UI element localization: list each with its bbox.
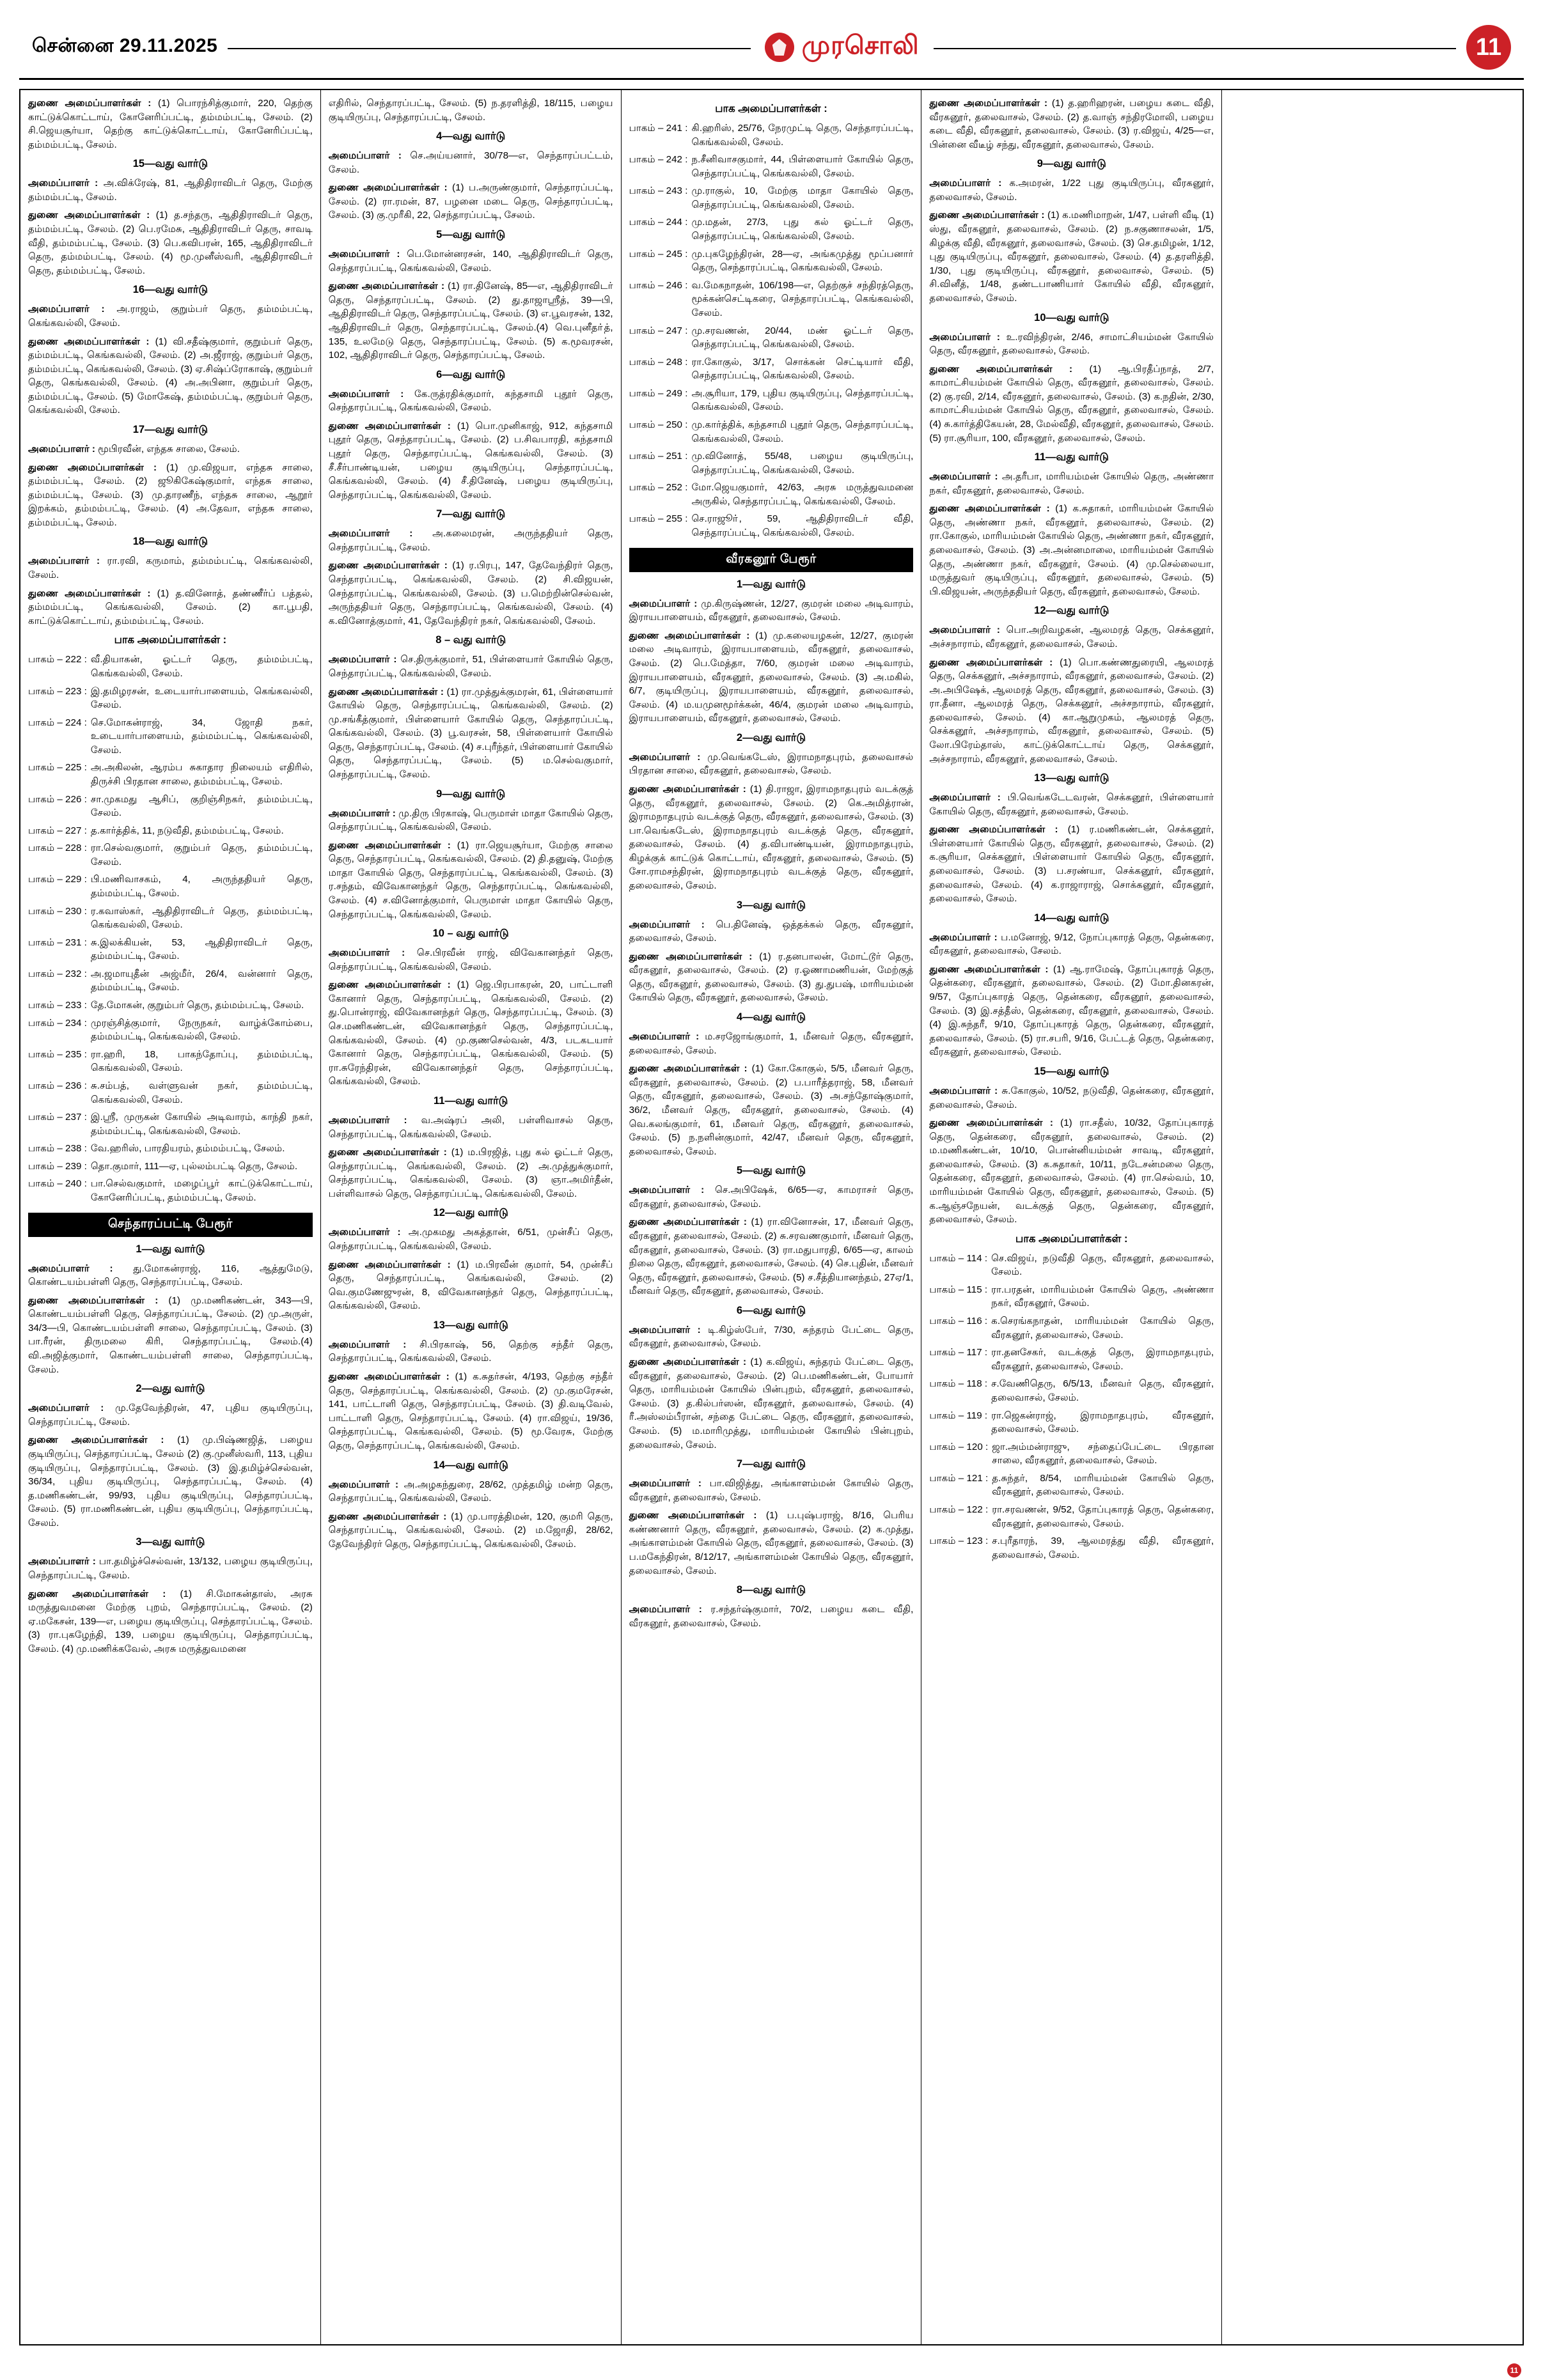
paragraph: துணை அமைப்பாளர்கள் : (1) த.சந்தரு, ஆதிதிராவிடர் தெரு, தம்மம்பட்டி, சேலம். (2) பெ.ரமேசு, ஆதிதிராவிடர் தெரு, சாவடி வீதி, தம்மம்பட்டி, சேலம். (3) பெ.கவிபரன், 165, ஆதிதிராவிடர் தெரு, தம்மம்பட்டி, சேலம். (4) மூ.முனீஸ்வரி, ஆதிதிராவிடர் தெரு, தம்மம்பட்டி, சேலம்.	[28, 210, 313, 276]
part-number: பாகம் – 222 :	[28, 654, 87, 665]
ward-heading: 7—வது வார்டு	[736, 1458, 806, 1470]
ward-heading: 2—வது வார்டு	[136, 1383, 205, 1395]
part-number: பாகம் – 121 :	[929, 1472, 989, 1484]
paragraph: துணை அமைப்பாளர்கள் : (1) க.மணிமாறன், 1/47, பள்ளி வீடி (1) ஸ்து, வீரகனூர், தலைவாசல், சேலம். (2) ந.சகுணாசலன், 1/5, கிழக்கு வீதி, வீரகனூர், தலைவாசல், சேலம். (3) செ.தமிழன், 1/12, புது குடியிருப்பு, வீரகனூர், தலைவாசல், சேலம். (4) த.தரளித்தி, 1/30, புது குடியிருப்பு, வீரகனூர், தலைவாசல், சேலம். (5) சி.வினீத், 1/48, தண்டபாணியார் கோயில் வீதி, வீரகனூர், தலைவாசல், சேலம்.	[929, 210, 1214, 304]
paragraph: அமைப்பாளர் : து.மோகன்ராஜ், 116, ஆத்துமேடு, கொண்டயம்பள்ளி தெரு, செந்தாரப்பட்டி, சேலம்.	[28, 1263, 313, 1288]
paragraph: துணை அமைப்பாளர்கள் : (1) கோ.கோகுல், 5/5, மீனவர் தெரு, வீரகனூர், தலைவாசல், சேலம். (2) ப.பாரீத்தராஜ், 58, மீனவர் தெரு, வீரகனூர், தலைவாசல், சேலம். (3) அ.சந்தோஷ்குமார், 36/2, மீனவர் தெரு, வீரகனூர், தலைவாசல், சேலம். (4) வெ.கலங்குமார், 61, மீனவர் தெரு, வீரகனூர், தலைவாசல், சேலம். (5) ந.நளின்குமார், 42/47, மீனவர் தெரு, வீரகனூர், தலைவாசல், சேலம்.	[629, 1063, 914, 1157]
part-name: ரா.சரவணன், 9/52, தோப்புகாரத் தெரு, தென்கரை, வீரகனூர், தலைவாசல், சேலம்.	[992, 1504, 1214, 1529]
part-number: பாகம் – 241 :	[629, 123, 688, 134]
part-number: பாகம் – 251 :	[629, 451, 688, 462]
part-entry	[28, 873, 313, 900]
ward-heading: 11—வது வார்டு	[1034, 451, 1109, 463]
part-entry	[629, 449, 914, 477]
part-number: பாகம் – 225 :	[28, 762, 87, 774]
masthead-logo	[751, 31, 934, 63]
part-entry	[929, 1252, 1214, 1279]
paragraph: துணை அமைப்பாளர்கள் : (1) ப.அருண்குமார், செந்தாரப்பட்டி, சேலம். (2) ரா.ரமன், 87, பழனை மடை தெரு, செந்தாரப்பட்டி, சேலம். (3) கு.முரீகி, 22, செந்தாரப்பட்டி, சேலம்.	[328, 182, 613, 221]
part-number: பாகம் – 239 :	[28, 1160, 87, 1172]
paragraph: அமைப்பாளர் : உ.ரவிந்திரன், 2/46, சாமாட்சியம்மன் கோயில் தெரு, வீரகனூர், தலைவாசல், சேலம்.	[929, 331, 1214, 357]
part-entry	[629, 355, 914, 383]
part-entry	[929, 1377, 1214, 1404]
ward-heading: 9—வது வார்டு	[1037, 158, 1106, 170]
paragraph: அமைப்பாளர் : சு.கோகுல், 10/52, நடுவீதி, தென்கரை, வீரகனூர், தலைவாசல், சேலம்.	[929, 1085, 1214, 1110]
part-number: பாகம் – 227 :	[28, 825, 87, 836]
part-name: ர.கவாஸ்கர், ஆதிதிராவிடர் தெரு, தம்மம்பட்டி, கெங்கவல்லி, சேலம்.	[90, 905, 313, 931]
part-name: செ.ராஜூா், 59, ஆதிதிராவிடர் வீதி, செந்தாரப்பட்டி, கெங்கவல்லி, சேலம்.	[691, 513, 914, 539]
town-banner: வீரகனூர் பேரூர்	[629, 548, 914, 572]
paragraph: துணை அமைப்பாளர்கள் : (1) தி.ராஜா, இராமநாதபுரம் வடக்குத் தெரு, வீரகனூர், தலைவாசல், சேலம். (2) கெ.அமித்ரான், இராமநாதபுரம் வடக்குத் தெரு, வீரகனூர், தலைவாசல், சேலம். (3) பா.வெங்கடேஸ், இராமநாதபுரம் வடக்குத் தெரு, வீரகனூர், தலைவாசல், சேலம். (4) த.விபாண்டியன், இராமநாதபுரம், கிழக்குக் காட்டுக் கொட்டாய், வீரகனூர், தலைவாசல், சேலம். (5) சோ.ராமசந்திரன், இராமநாதபுரம் வடக்குத் தெரு, வீரகனூர், தலைவாசல், சேலம்.	[629, 783, 914, 892]
paragraph: துணை அமைப்பாளர்கள் : (1) ர.மணிகண்டன், செக்கனூர், பிள்ளையார் கோயில் தெரு, வீரகனூர், தலைவாசல், சேலம். (2) க.சூரியா, செக்கனூர், பிள்ளையார் கோயில் தெரு, வீரகனூர், தலைவாசல், சேலம். (3) ப.சரண்யா, செக்கனூர், வீரகனூர், தலைவாசல், சேலம். (4) க.ராஜாராஜ், சொக்கனூர், வீரகனூர், தலைவாசல், சேலம்.	[929, 824, 1214, 905]
part-entry	[929, 1283, 1214, 1311]
ward-heading: 12—வது வார்டு	[1034, 605, 1109, 617]
part-name: மு.மதன், 27/3, புது கல் ஓட்டர் தெரு, செந்தாரப்பட்டி, கெங்கவல்லி, சேலம்.	[691, 217, 914, 242]
part-number: பாகம் – 232 :	[28, 968, 87, 979]
part-name: இ.தமிழரசன், உடையார்பாளையம், கெங்கவல்லி, சேலம்.	[90, 685, 313, 711]
part-number: பாகம் – 118 :	[929, 1378, 988, 1390]
paragraph: அமைப்பாளர் : அ.முகமது அகத்தான், 6/51, முன்சீப் தெரு, செந்தாரப்பட்டி, கெங்கவல்லி, சேலம்.	[328, 1227, 613, 1252]
part-number: பாகம் – 117 :	[929, 1347, 988, 1358]
part-entry	[629, 324, 914, 352]
ward-heading: 18—வது வார்டு	[132, 536, 208, 548]
article-columns	[19, 89, 1524, 2345]
paragraph: துணை அமைப்பாளர்கள் : (1) மு.பிஷ்ணஜித், பழைய குடியிருப்பு, செந்தாரப்பட்டி, சேலம் (2) கு.முனீஸ்வரி, 113, புதிய குடியிருப்பு, செந்தாரப்பட்டி, சேலம். (3) இ.தமிழ்ச்செல்வன், 36/34, புதிய குடியிருப்பு, செந்தாரப்பட்டி, சேலம். (4) த.மணிகண்டன், 99/93, புதிய குடியிருப்பு, செந்தாரப்பட்டி, சேலம். (5) ரா.மணிகண்டன், புதிய குடியிருப்பு, செந்தாரப்பட்டி, சேலம்.	[28, 1435, 313, 1528]
paragraph: அமைப்பாளர் : செ.அய்யனார், 30/78—எ, செந்தாரப்பட்டம், சேலம்.	[328, 150, 613, 175]
ward-heading: 12—வது வார்டு	[433, 1207, 508, 1219]
part-name: ஜா.அம்மன்ராஜு, சந்தைப்பேட்டை பிரதான சாலை, வீரகனூர், தலைவாசல், சேலம்.	[992, 1441, 1214, 1466]
part-entry	[28, 1110, 313, 1138]
part-name: வ.மேகநாதன், 106/198—எ, தெற்குச் சந்திரத்தெரு, மூக்கன்செட்டிகரை, செந்தாரப்பட்டி, கெங்கவல்லி, சேலம்.	[691, 279, 914, 318]
ward-heading: 1—வது வார்டு	[136, 1243, 205, 1255]
part-name: முரஞ்சித்குமார், நேருநகர், வாழ்க்கோம்பை, தம்மம்பட்டி, கெங்கவல்லி, சேலம்.	[90, 1017, 313, 1043]
paragraph: அமைப்பாளர் : அ.ராஜம், குறும்பர் தெரு, தம்மம்பட்டி, கெங்கவல்லி, சேலம்.	[28, 304, 313, 329]
paragraph: அமைப்பாளர் : ப.மனோஜ், 9/12, நோப்புகாரத் தெரு, தென்கரை, வீரகனூர், தலைவாசல், சேலம்.	[929, 931, 1214, 957]
paragraph: அமைப்பாளர் : மு.திரு பிரகாஷ், பெருமாள் மாதா கோயில் தெரு, செந்தாரப்பட்டி, கெங்கவல்லி, சேலம்.	[328, 807, 613, 833]
ward-heading: 11—வது வார்டு	[434, 1094, 508, 1107]
part-number: பாகம் – 224 :	[28, 717, 87, 728]
part-number: பாகம் – 242 :	[629, 154, 688, 166]
paragraph: அமைப்பாளர் : அ.கலைமரன், அருந்ததியர் தெரு, செந்தாரப்பட்டி, சேலம்.	[328, 528, 613, 553]
part-name: ரா.ஹரி, 18, பாகந்தோப்பு, தம்மம்பட்டி, கெங்கவல்லி, சேலம்.	[90, 1048, 313, 1074]
part-number: பாகம் – 228 :	[28, 843, 87, 854]
paragraph: துணை அமைப்பாளர்கள் : (1) ரா.முத்துக்குமரன், 61, பிள்ளையார் கோயில் தெரு, செந்தாரப்பட்டி, கெங்கவல்லி, சேலம். (2) மு.சங்கீத்குமார், பிள்ளையார் கோயில் தெரு, செந்தாரப்பட்டி, கெங்கவல்லி, சேலம். (3) பூ.வரசன், 58, பிள்ளையார் கோயில் தெரு, செந்தாரப்பட்டி, சேலம். (4) ச.புரீந்தர், பிள்ளையார் கோயில் தெரு, செந்தாரப்பட்டி, சேலம். (5) ம.செல்வகுமார், செந்தாரப்பட்டி, சேலம்.	[328, 686, 613, 780]
part-number: பாகம் – 226 :	[28, 793, 87, 805]
paragraph: எதிரில், செந்தாரப்பட்டி, சேலம். (5) ந.தரளித்தி, 18/115, பழைய குடியிருப்பு, செந்தாரப்பட்டி, சேலம்.	[328, 98, 613, 123]
part-name: ந.சீனிவாசகுமார், 44, பிள்ளையார் கோயில் தெரு, செந்தாரப்பட்டி, கெங்கவல்லி, சேலம்.	[691, 154, 914, 179]
part-entry	[28, 841, 313, 869]
part-number: பாகம் – 255 :	[629, 513, 688, 525]
footer-page-mark: 11	[1507, 2363, 1521, 2377]
paragraph: துணை அமைப்பாளர்கள் : (1) ரா.வினோசன், 17, மீனவர் தெரு, வீரகனூர், தலைவாசல், சேலம். (2) சு.சரவணகுமார், மீனவர் தெரு, வீரகனூர், தலைவாசல், சேலம். (3) ரா.மதுபாரதி, 6/65—ஏ, காலம் நிலை தெரு, வீரகனூர், தலைவாசல், சேலம். (4) செ.புதின், மீனவர் தெரு, வீரகனூர், தலைவாசல், சேலம். (5) ச.சீத்தியானந்தம், 27ஏ/1, மீனவர் தெரு, வீரகனூர், தலைவாசல், சேலம்.	[629, 1217, 914, 1297]
paragraph: துணை அமைப்பாளர்கள் : (1) சி.மோகன்தாஸ், அரசு மருத்துவமனை மேற்கு புறம், செந்தாரப்பட்டி, சேலம். (2) ஏ.மகேசன், 139—எ, பழைய குடியிருப்பு, செந்தாரப்பட்டி, சேலம். (3) ரா.புகழேந்தி, 139, பழைய குடியிருப்பு, செந்தாரப்பட்டி, சேலம். (4) மு.மணிக்கவேல், அரசு மருத்துவமனை	[28, 1588, 313, 1654]
paragraph: அமைப்பாளர் : மு.வெங்கடேஸ், இராமநாதபுரம், தலைவாசல் பிரதான சாலை, வீரகனூர், தலைவாசல், சேலம்.	[629, 751, 914, 777]
column-1	[20, 90, 321, 2344]
part-number: பாகம் – 243 :	[629, 185, 688, 197]
ward-heading: 7—வது வார்டு	[436, 508, 506, 520]
part-number: பாகம் – 235 :	[28, 1048, 87, 1060]
ward-heading: 6—வது வார்டு	[736, 1304, 806, 1316]
part-name: வே.ஹரிஸ், பாரதியரம், தம்மம்பட்டி, சேலம்.	[90, 1143, 285, 1155]
part-name: த.சுந்தர், 8/54, மாரியம்மன் கோயில் தெரு, வீரகனூர், தலைவாசல், சேலம்.	[992, 1472, 1214, 1498]
masthead-logo-text: முரசொலி	[801, 31, 920, 59]
ward-heading: 3—வது வார்டு	[736, 899, 806, 911]
part-name: தே.மோகன், குறும்பர் தெரு, தம்மம்பட்டி, சேலம்.	[90, 1000, 304, 1011]
page-number-badge: 11	[1466, 25, 1511, 70]
paragraph: அமைப்பாளர் : டி.கிழ்ஸ்பேர், 7/30, சுந்தரம் பேட்டை தெரு, வீரகனூர், தலைவாசல், சேலம்.	[629, 1324, 914, 1349]
paragraph: அமைப்பாளர் : மு.தேவேந்திரன், 47, புதிய குடியிருப்பு, செந்தாரப்பட்டி, சேலம்.	[28, 1403, 313, 1427]
part-entry	[28, 685, 313, 712]
part-name: ரா.தனசேகர், வடக்குத் தெரு, இராமநாதபுரம், வீரகனூர், தலைவாசல், சேலம்.	[991, 1347, 1214, 1372]
paragraph: துணை அமைப்பாளர்கள் : (1) த.வினோத், தண்ணீர்ப் பத்தல், தம்மம்பட்டி, கெங்கவல்லி, சேலம். (2) கா.பூபதி, காட்டுக்கொட்டாய், தம்மம்பட்டி, சேலம்.	[28, 587, 313, 626]
part-name: சு.சம்பத், வள்ளுவன் நகர், தம்மம்பட்டி, கெங்கவல்லி, சேலம்.	[90, 1080, 313, 1105]
part-name: மு.ராகுல், 10, மேற்கு மாதா கோயில் தெரு, செந்தாரப்பட்டி, கெங்கவல்லி, சேலம்.	[691, 185, 914, 210]
paragraph: அமைப்பாளர் : கே.ருத்ரதிக்குமார், கந்தசாமி புதூர் தெரு, செந்தாரப்பட்டி, கெங்கவல்லி, சேலம்.	[328, 388, 613, 414]
part-entry	[629, 121, 914, 149]
paragraph: அமைப்பாளர் : ர.சந்தர்ஷ்குமார், 70/2, பழைய கடை வீதி, வீரகனூர், தலைவாசல், சேலம்.	[629, 1604, 914, 1629]
part-name: கி.ஹரிஸ், 25/76, நேரமுட்டி தெரு, செந்தாரப்பட்டி, கெங்கவல்லி, சேலம்.	[691, 123, 914, 148]
ward-heading: 4—வது வார்டு	[736, 1011, 806, 1023]
paragraph: துணை அமைப்பாளர்கள் : (1) ரா.தினேஷ், 85—எ, ஆதிதிராவிடர் தெரு, செந்தாரப்பட்டி, சேலம். (2) து.தாஜாஸ்ரீத், 39—பி, ஆதிதிராவிடர் தெரு, செந்தாரப்பட்டி, சேலம். (3) எ.பூவரசன், 132, ஆதிதிராவிடர் தெரு, செந்தாரப்பட்டி, சேலம்.(4) வெ.புனீதா்த், 135, உலமேடு தெரு, செந்தாரப்பட்டி, சேலம். (5) க.மூவரசன், 102, ஆதிதிராவிடர் தெரு, செந்தாரப்பட்டி, சேலம்.	[328, 281, 613, 361]
paragraph: துணை அமைப்பாளர்கள் : (1) த.ஹரிஹரன், பழைய கடை வீதி, வீரகனூர், தலைவாசல், சேலம். (2) த.வாஞ் சந்திரமோலி, பழைய கடை வீதி, வீரகனூர், தலைவாசல், சேலம். (3) ர.விஜய், 4/25—எ, பின்னை வீடீழ் சந்து, வீரகனூர், தலைவாசல், சேலம்.	[929, 98, 1214, 150]
ward-heading: 15—வது வார்டு	[1034, 1065, 1109, 1077]
paragraph: அமைப்பாளர் : அ.விக்ரேஷ், 81, ஆதிதிராவிடர் தெரு, மேற்கு தம்மம்பட்டி, சேலம்.	[28, 178, 313, 203]
part-entry	[28, 1177, 313, 1204]
part-name: செ.மோகன்ராஜ், 34, ஜோதி நகர், உடையார்பாளையம், தம்மம்பட்டி, கெங்கவல்லி, சேலம்.	[90, 717, 313, 756]
part-entry	[929, 1472, 1214, 1499]
paragraph: அமைப்பாளர் : க.அமரன், 1/22 புது குடியிருப்பு, வீரகனூர், தலைவாசல், சேலம்.	[929, 178, 1214, 203]
part-entry	[28, 936, 313, 963]
paragraph: துணை அமைப்பாளர்கள் : (1) வி.சதீஷ்குமார், குறும்பர் தெரு, தம்மம்பட்டி, கெங்கவல்லி, சேலம். (2) அ.ஜீராஜ், குறும்பர் தெரு, தம்மம்பட்டி, கெங்கவல்லி, சேலம். (3) ஏ.சிஷ்ப்ரோகாஷ், குறும்பர் தெரு, கெங்கவல்லி, சேலம். (4) அ.அபினா, குறும்பர் தெரு, தம்மம்பட்டி, சேலம். (5) மோகேஷ், தம்மம்பட்டி, குறும்பர் தெரு, கெங்கவல்லி, சேலம்.	[28, 336, 313, 416]
part-entry	[629, 418, 914, 446]
ward-heading: 8—வது வார்டு	[736, 1584, 806, 1596]
part-entry	[929, 1314, 1214, 1342]
part-number: பாகம் – 240 :	[28, 1178, 87, 1190]
part-number: பாகம் – 249 :	[629, 387, 688, 399]
paragraph: துணை அமைப்பாளர்கள் : (1) பொரந்சித்குமார், 220, தெற்கு காட்டுக்கொட்டாய், கோனேரிப்பட்டி, தம்மம்பட்டி, சேலம். (2) சி.ஜெயசூர்யா, தெற்கு காட்டுக்கொட்டாய், கோனேரிப்பட்டி, தம்மம்பட்டி, சேலம்.	[28, 98, 313, 150]
part-name: மு.புகழேந்திரன், 28—ஏ, அங்கமுத்து மூப்பனார் தெரு, செந்தாரப்பட்டி, கெங்கவல்லி, சேலம்.	[691, 248, 914, 274]
ward-heading: 5—வது வார்டு	[736, 1165, 806, 1177]
part-name: சு.இலக்கியன், 53, ஆதிதிராவிடர் தெரு, தம்மம்பட்டி, சேலம்.	[90, 937, 313, 962]
column-3	[622, 90, 922, 2344]
part-entry	[629, 215, 914, 243]
paragraph: துணை அமைப்பாளர்கள் : (1) ர.பிரபு, 147, தேவேந்திரர் தெரு, செந்தாரப்பட்டி, கெங்கவல்லி, சேலம். (2) சி.விஜயன், செந்தாரப்பட்டி, கெங்கவல்லி, சேலம். (3) ப.மெற்றின்செல்வன், அருந்ததியர் தெரு, செந்தாரப்பட்டி, கெங்கவல்லி, சேலம். (4) க.வினோத்குமார், 41, தேவேந்திரர் நகர், கெங்கவல்லி, சேலம்.	[328, 560, 613, 626]
part-number: பாகம் – 250 :	[629, 419, 688, 430]
paragraph: துணை அமைப்பாளர்கள் : (1) மு.விஜயா, எந்தசு சாலை, தம்மம்பட்டி, சேலம். (2) ஜூகிகேஷ்குமார், எந்தசு சாலை, தம்மம்பட்டி, சேலம். (3) மு.தாரணீந், எந்தசு சாலை, ஆறூர் இறக்கம், தம்மம்பட்டி, சேலம். (4) அ.தேவா, எந்தசு சாலை, தம்மம்பட்டி, சேலம்.	[28, 462, 313, 528]
part-name: பி.மணிவாசகம், 4, அருந்ததியர் தெரு, தம்மம்பட்டி, சேலம்.	[90, 874, 313, 899]
city-date: சென்னை 29.11.2025	[32, 35, 218, 56]
paragraph: துணை அமைப்பாளர்கள் : (1) ரா.ஜெயசூர்யா, மேற்கு சாலை தெரு, செந்தாரப்பட்டி, கெங்கவல்லி, சேலம். (2) தி.தனுஷ், மேற்கு மாதா கோயில் தெரு, செந்தாரப்பட்டி, கெங்கவல்லி, சேலம். (3) ர.சந்தம், விவேகானந்தர் தெரு, செந்தாரப்பட்டி, கெங்கவல்லி, சேலம். (4) ச.வினோத்குமார், பெருமாள் மாதா கோயில் தெரு, செந்தாரப்பட்டி, கெங்கவல்லி, சேலம்.	[328, 839, 613, 920]
paragraph: துணை அமைப்பாளர்கள் : (1) க.சுதர்சன், 4/193, தெற்கு சந்தீர் தெரு, செந்தாரப்பட்டி, கெங்கவல்லி, சேலம். (2) மு.குமரேசன், 141, பாட்டாளி தெரு, செந்தாரப்பட்டி, சேலம். (3) தி.வடிவேல், பாட்டாளி தெரு, செந்தாரப்பட்டி, சேலம். (4) ரா.விஜய், 19/36, செந்தாரப்பட்டி, கெங்கவல்லி, சேலம். (5) மூ.வேரசு, மேற்கு தெரு, செந்தாரப்பட்டி, கெங்கவல்லி, சேலம்.	[328, 1371, 613, 1451]
paragraph: துணை அமைப்பாளர்கள் : (1) மு.பாரத்திமன், 120, குமரி தெரு, செந்தாரப்பட்டி, கெங்கவல்லி, சேலம். (2) ம.ஜோதி, 28/62, தேவேந்திரர் தெரு, செந்தாரப்பட்டி, கெங்கவல்லி, சேலம்.	[328, 1511, 613, 1550]
paragraph: அமைப்பாளர் : அ.அழகந்துரை, 28/62, முத்தமிழ் மன்ற தெரு, செந்தாரப்பட்டி, கெங்கவல்லி, சேலம்.	[328, 1479, 613, 1504]
ward-heading: 14—வது வார்டு	[433, 1459, 508, 1471]
paragraph: அமைப்பாளர் : செ.பிரவீன் ராஜ், விவேகானந்தர் தெரு, செந்தாரப்பட்டி, கெங்கவல்லி, சேலம்.	[328, 947, 613, 972]
paragraph: துணை அமைப்பாளர்கள் : (1) ஆ.ராமேஷ், தோப்புகாரத் தெரு, தென்கரை, வீரகனூர், தலைவாசல், சேலம். (2) மோ.தினகரன், 9/57, தோப்புகாரத் தெரு, தென்கரை, வீரகனூர், தலைவாசல், சேலம். (3) இ.சத்தீஸ், தென்கரை, வீரகனூர், தலைவாசல், சேலம். (4) இ.சுந்தரீ, 9/10, தோப்புகாரத் தெரு, தென்கரை, வீரகனூர், தலைவாசல், சேலம். (5) ரா.சபரி, 9/16, பேட்டத் தெரு, தென்கரை, வீரகனூர், தலைவாசல், சேலம்.	[929, 963, 1214, 1058]
masthead-rule-right	[934, 48, 1456, 49]
ward-heading: 17—வது வார்டு	[132, 423, 208, 435]
paragraph: அமைப்பாளர் : ரா.ரவி, கருமாம், தம்மம்பட்டி, கெங்கவல்லி, சேலம்.	[28, 556, 313, 581]
part-name: ரா.கோகுல், 3/17, சொக்கன் செட்டியார் வீதி, செந்தாரப்பட்டி, கெங்கவல்லி, சேலம்.	[691, 356, 914, 382]
town-banner: செந்தாரப்பட்டி பேரூர்	[28, 1213, 313, 1237]
paragraph: துணை அமைப்பாளர்கள் : (1) க.சுதாகர், மாரியம்மன் கோயில் தெரு, அண்ணா நகர், வீரகனூர், தலைவாசல், சேலம். (2) ரா.கோகுல், மாரியம்மன் கோயில் தெரு, அண்ணா நகர், வீரகனூர், தலைவாசல், சேலம். (3) அ.அன்னமாலை, மாரியம்மன் கோயில் தெரு, அண்ணா நகர், வீரகனூர், சேலம். (4) மு.செல்லையா, மருத்துவர் குடியிருப்பு, வீரகனூர், தலைவாசல், சேலம். (5) பி.விஜயன், அருந்ததியர் தெரு, வீரகனூர், தலைவாசல், சேலம்.	[929, 503, 1214, 597]
part-entry	[629, 387, 914, 414]
column-5	[1222, 90, 1523, 2344]
paragraph: அமைப்பாளர் : பெ.தினேஷ், ஒத்தக்கல் தெரு, வீரகனூர், தலைவாசல், சேலம்.	[629, 919, 914, 944]
part-entry	[28, 653, 313, 680]
part-number: பாகம் – 248 :	[629, 356, 688, 368]
paragraph: துணை அமைப்பாளர்கள் : (1) ஆ.பிரதீப்நாத், 2/7, காமாட்சியம்மன் கோயில் தெரு, வீரகனூர், தலைவாசல், சேலம். (2) கு.ரவி, 2/14, வீரகனூர், தலைவாசல், சேலம். (3) க.நதின், 2/30, காமாட்சியம்மன் கோயில் தெரு, வீரகனூர், தலைவாசல், சேலம். (4) சு.கார்த்திகேயன், 28, மேல்வீதி, வீரகனூர், தலைவாசல், சேலம். (5) ரா.சூரியா, 100, வீரகனூர், தலைவாசல், சேலம்.	[929, 363, 1214, 444]
part-number: பாகம் – 122 :	[929, 1504, 989, 1515]
part-name: அ.அகிலன், ஆரம்ப சுகாதார நிலையம் எதிரில், திருச்சி பிரதான சாலை, தம்மம்பட்டி, சேலம்.	[90, 762, 313, 787]
part-entry	[28, 824, 313, 838]
paragraph: அமைப்பாளர் : பா.விஜித்து, அங்காளம்மன் கோயில் தெரு, வீரகனூர், தலைவாசல், சேலம்.	[629, 1478, 914, 1503]
part-number: பாகம் – 119 :	[929, 1410, 988, 1421]
part-number: பாகம் – 234 :	[28, 1017, 87, 1029]
part-entry	[28, 1048, 313, 1075]
paragraph: அமைப்பாளர் : செ.அபிஷேக், 6/65—ஏ, காமராசர் தெரு, வீரகனூர், தலைவாசல், சேலம்.	[629, 1185, 914, 1209]
part-entry	[929, 1440, 1214, 1468]
part-name: த.கார்த்திக், 11, நடுவீதி, தம்மம்பட்டி, சேலம்.	[90, 825, 284, 836]
ward-heading: 14—வது வார்டு	[1034, 912, 1109, 924]
ward-heading: 15—வது வார்டு	[132, 158, 208, 170]
paragraph: துணை அமைப்பாளர்கள் : (1) மு.மணிகண்டன், 343—பி, கொண்டயம்பள்ளி தெரு, செந்தாரப்பட்டி, சேலம். (2) மு.அருள், 34/3—பி, கொண்டயம்பள்ளி சாலை, செந்தாரப்பட்டி, சேலம். (3) பா.ரீரன், திருமலை கிரி, செந்தாரப்பட்டி, சேலம்.(4) வி.அஜித்குமார், கொண்டயம்பள்ளி சாலை, செந்தாரப்பட்டி, சேலம்.	[28, 1295, 313, 1375]
part-entry	[28, 716, 313, 758]
part-name: ச.வேணிதெரு, 6/5/13, மீனவர் தெரு, வீரகனூர், தலைவாசல், சேலம்.	[991, 1378, 1214, 1403]
part-entry	[929, 1346, 1214, 1373]
part-entry	[28, 793, 313, 820]
paragraph: துணை அமைப்பாளர்கள் : (1) ஜெ.பிரபாகரன், 20, பாட்டாளி கோனார் தெரு, செந்தாரப்பட்டி, கெங்கவல்லி, சேலம். (2) து.பொன்ராஜ், விவேகானந்தர் தெரு, செந்தாரப்பட்டி, சேலம். (3) செ.மணிகண்டன், விவேகானந்தர் தெரு, செந்தாரப்பட்டி, கெங்கவல்லி, சேலம். (4) மு.குணசெல்வன், 4/3, படகடயார் கோனார் தெரு, செந்தாரப்பட்டி, கெங்கவல்லி, சேலம். (5) ரா.சுரேந்திரன், விவேகானந்தர் தெரு, செந்தாரப்பட்டி, கெங்கவல்லி, சேலம்.	[328, 979, 613, 1087]
paragraph: துணை அமைப்பாளர்கள் : (1) ம.பிரவீன் குமார், 54, முன்சீப் தெரு, செந்தாரப்பட்டி, கெங்கவல்லி, சேலம். (2) வெ.குமணேஜுரன், 8, விவேகானந்தர் தெரு, செந்தாரப்பட்டி, கெங்கவல்லி, சேலம்.	[328, 1259, 613, 1312]
paragraph: துணை அமைப்பாளர்கள் : (1) பொ.முனிகாஜ், 912, கந்தசாமி புதூர் தெரு, செந்தாரப்பட்டி, சேலம். (2) ப.சிவபாரதி, கந்தசாமி புதூர் தெரு, செந்தாரப்பட்டி, கெங்கவல்லி, சேலம். (3) சீ.சீர்பாண்டியன், பழைய குடியிருப்பு, செந்தாரப்பட்டி, கெங்கவல்லி, சேலம். (4) சீ.தினேஷ், பழைய குடியிருப்பு, செந்தாரப்பட்டி, கெங்கவல்லி, சேலம்.	[328, 420, 613, 501]
part-name: ச.புரீதாரந், 39, ஆலமரத்து வீதி, வீரகனூர், தலைவாசல், சேலம்.	[992, 1536, 1214, 1560]
part-name: அ.சூரியா, 179, புதிய குடியிருப்பு, செந்தாரப்பட்டி, கெங்கவல்லி, சேலம்.	[691, 387, 914, 413]
paragraph: அமைப்பாளர் : வ.அஷ்ரப் அலி, பள்ளிவாசல் தெரு, செந்தாரப்பட்டி, கெங்கவல்லி, சேலம்.	[328, 1114, 613, 1140]
section-heading: பாக அமைப்பாளர்கள் :	[715, 103, 827, 114]
part-entry	[929, 1503, 1214, 1530]
paragraph: அமைப்பாளர் : பொ.அறிவழகன், ஆலமரத் தெரு, செக்கனூர், அச்சநாராம், வீரகனூர், தலைவாசல், சேலம்.	[929, 625, 1214, 649]
part-name: பா.செல்வகுமார், மழைப்பூர் காட்டுக்கொட்டாய், கோனேரிப்பட்டி, தம்மம்பட்டி, சேலம்.	[90, 1178, 313, 1203]
part-number: பாகம் – 223 :	[28, 685, 87, 697]
part-entry	[28, 967, 313, 995]
part-number: பாகம் – 231 :	[28, 937, 87, 948]
part-number: பாகம் – 233 :	[28, 1000, 87, 1011]
paragraph: துணை அமைப்பாளர்கள் : (1) மு.கலையழகன், 12/27, குமரன் மலை அடிவாரம், இராயபாளையம், வீரகனூர், தலைவாசல், சேலம். (2) பெ.மேத்தா, 7/60, குமரன் மலை அடிவாரம், இராயபாளையம், வீரகனூர், தலைவாசல், சேலம். (3) அ.மகில், 6/7, குடியிருப்பு, இராயபாளையம், வீரகனூர், தலைவாசல், சேலம். (4) ம.யமுனமூர்க்கன், 46/4, குமரன் மலை அடிவாரம், இராயபாளையம், வீரகனூர், தலைவாசல், சேலம்.	[629, 630, 914, 724]
part-name: அ.ஜமாயுதீன் அஜ்மீர், 26/4, வன்னார் தெரு, தம்மம்பட்டி, சேலம்.	[90, 968, 313, 993]
ward-heading: 3—வது வார்டு	[136, 1536, 205, 1548]
part-number: பாகம் – 116 :	[929, 1316, 988, 1327]
ward-heading: 10 – வது வார்டு	[432, 928, 509, 940]
part-number: பாகம் – 229 :	[28, 874, 87, 885]
masthead-rule-left	[228, 48, 750, 49]
paragraph: அமைப்பாளர் : அ.தரீபா, மாரியம்மன் கோயில் தெரு, அண்ணா நகர், வீரகனூர், தலைவாசல், சேலம்.	[929, 471, 1214, 496]
ward-heading: 10—வது வார்டு	[1034, 311, 1109, 323]
paragraph: துணை அமைப்பாளர்கள் : (1) ரா.சதீஸ், 10/32, தோப்புகாரத் தெரு, தென்கரை, வீரகனூர், தலைவாசல், சேலம். (2) ம.மணிகண்டன், 10/10, பொன்னியம்மன் சாவடி, வீரகனூர், தலைவாசல், சேலம். (3) க.சுதாகர், 10/11, நடேசன்மலை தெரு, தென்கரை, வீரகனூர், தலைவாசல், சேலம். (4) ரா.செல்வம், 10, மாரியம்மன் கோயில் தெரு, வீரகனூர், தலைவாசல், சேலம். (5) க.ஆஞ்சநேயன், வடக்குத் தெரு, தென்கரை, வீரகனூர், தலைவாசல், சேலம்.	[929, 1117, 1214, 1225]
part-name: செ.விஜய், நடுவீதி தெரு, வீரகனூர், தலைவாசல், சேலம்.	[991, 1252, 1214, 1278]
part-name: மு.சரவணன், 20/44, மண் ஓட்டர் தெரு, செந்தாரப்பட்டி, கெங்கவல்லி, சேலம்.	[691, 325, 914, 350]
part-entry	[28, 1142, 313, 1156]
part-entry	[28, 1079, 313, 1107]
part-name: மு.கார்த்திக், கந்தசாமி புதூர் தெரு, செந்தாரப்பட்டி, கெங்கவல்லி, சேலம்.	[691, 419, 914, 444]
ward-heading: 13—வது வார்டு	[1034, 772, 1109, 784]
paragraph: அமைப்பாளர் : மூபிரவீன், எந்தசு சாலை, சேலம்.	[28, 443, 240, 455]
part-number: பாகம் – 237 :	[28, 1112, 87, 1123]
ward-heading: 6—வது வார்டு	[436, 368, 506, 380]
paragraph: அமைப்பாளர் : சி.பிரகாஷ், 56, தெற்கு சந்தீர் தெரு, செந்தாரப்பட்டி, கெங்கவல்லி, சேலம்.	[328, 1339, 613, 1364]
paragraph: அமைப்பாளர் : பா.தமிழ்ச்செல்வன், 13/132, பழைய குடியிருப்பு, செந்தாரப்பட்டி, சேலம்.	[28, 1556, 313, 1581]
part-entry	[629, 247, 914, 275]
paragraph: அமைப்பாளர் : ம.சரஜோங்குமார், 1, மீனவர் தெரு, வீரகனூர், தலைவாசல், சேலம்.	[629, 1031, 914, 1056]
paragraph: துணை அமைப்பாளர்கள் : (1) ப.புஷ்பராஜ், 8/16, பெரிய கண்ணனார் தெரு, வீரகனூர், தலைவாசல், சேலம். (2) க.முத்து, அங்காளம்மன் கோயில் தெரு, வீரகனூர், தலைவாசல், சேலம். (3) ப.மகேந்திரன், 8/12/17, அங்காளம்மன் கோயில் தெரு, வீரகனூர், தலைவாசல், சேலம்.	[629, 1510, 914, 1576]
part-number: பாகம் – 115 :	[929, 1284, 988, 1295]
paragraph: துணை அமைப்பாளர்கள் : (1) ர.தனபாலன், மோட்டூர் தெரு, வீரகனூர், தலைவாசல், சேலம். (2) ர.ஓணாமணியன், மேற்குத் தெரு, வீரகனூர், தலைவாசல், சேலம். (3) து.துபஷ், மாரியம்மன் கோயில் தெரு, வீரகனூர், தலைவாசல், சேலம்.	[629, 951, 914, 1004]
ward-heading: 9—வது வார்டு	[436, 788, 506, 800]
part-entry	[629, 481, 914, 508]
section-heading: பாக அமைப்பாளர்கள் :	[1015, 1233, 1128, 1245]
part-entry	[28, 761, 313, 788]
ward-heading: 4—வது வார்டு	[436, 130, 506, 143]
part-number: பாகம் – 252 :	[629, 482, 688, 494]
ward-heading: 1—வது வார்டு	[736, 578, 806, 590]
ward-heading: 2—வது வார்டு	[736, 731, 806, 743]
column-4	[921, 90, 1222, 2344]
ward-heading: 16—வது வார்டு	[132, 284, 208, 296]
part-name: சா.முகமது ஆசிப், குறிஞ்சிநகர், தம்மம்பட்டி, சேலம்.	[90, 793, 313, 819]
part-number: பாகம் – 236 :	[28, 1080, 87, 1091]
part-entry	[629, 184, 914, 212]
part-number: பாகம் – 123 :	[929, 1536, 989, 1547]
part-entry	[629, 512, 914, 540]
part-entry	[629, 153, 914, 180]
part-number: பாகம் – 245 :	[629, 248, 688, 260]
paragraph: அமைப்பாளர் : மு.கிருஷ்ணன், 12/27, குமரன் மலை அடிவாரம், இராயபாளையம், வீரகனூர், தலைவாசல், சேலம்.	[629, 598, 914, 623]
part-entry	[629, 279, 914, 320]
part-number: பாகம் – 120 :	[929, 1441, 989, 1452]
paragraph: துணை அமைப்பாளர்கள் : (1) ம.பிரஜித், புது கல் ஓட்டர் தெரு, செந்தாரப்பட்டி, கெங்கவல்லி, சேலம். (2) அ.முத்துக்குமார், செந்தாரப்பட்டி, கெங்கவல்லி, சேலம். (3) ஞா.அமிர்தீன், பள்ளிவாசல் தெரு, செந்தாரப்பட்டி, கெங்கவல்லி, சேலம்.	[328, 1147, 613, 1199]
part-number: பாகம் – 238 :	[28, 1143, 87, 1155]
ward-heading: 5—வது வார்டு	[436, 229, 506, 241]
paragraph: துணை அமைப்பாளர்கள் : (1) க.விஜய், சுந்தரம் பேட்டை தெரு, வீரகனூர், தலைவாசல், சேலம். (2) பெ.மணிகண்டன், போயார் தெரு, மாரியம்மன் கோயில் பின்புறம், வீரகனூர், தலைவாசல், சேலம். (3) த.கில்பர்ஸன், வீரகனூர், தலைவாசல், சேலம். (4) ரீ.அஸ்லம்பீரான், சந்தை பேட்டை தெரு, வீரகனூர், தலைவாசல், சேலம். (5) ம.மாரிமுத்து, மாரியம்மன் கோயில் பின்புறம், தலைவாசல், சேலம்.	[629, 1357, 914, 1451]
part-entry	[28, 999, 313, 1013]
murasoli-logo-icon	[765, 33, 794, 62]
part-name: ரா.ஜெகன்ராஜ், இராமநாதபுரம், வீரகனூர், தலைவாசல், சேலம்.	[991, 1410, 1214, 1435]
part-name: தொ.குமார், 111—ஏ, புல்லம்பட்டி தெரு, சேலம்.	[90, 1160, 298, 1172]
part-entry	[929, 1534, 1214, 1562]
part-entry	[28, 1160, 313, 1174]
part-number: பாகம் – 247 :	[629, 325, 688, 336]
part-name: மோ.ஜெயகுமார், 42/63, அரசு மருத்துவமனை அருகில், செந்தாரப்பட்டி, கெங்கவல்லி, சேலம்.	[691, 482, 914, 507]
part-name: இ.ஸ்ரீ, முருகன் கோயில் அடிவாரம், காந்தி நகர், தம்மம்பட்டி, கெங்கவல்லி, சேலம்.	[90, 1112, 313, 1137]
paragraph: அமைப்பாளர் : பி.வெங்கடேடவரன், செக்கனூர், பிள்ளையார் கோயில் தெரு, வீரகனூர், தலைவாசல், சேலம்.	[929, 792, 1214, 817]
paragraph: அமைப்பாளர் : செ.திருக்குமார், 51, பிள்ளையார் கோயில் தெரு, செந்தாரப்பட்டி, கெங்கவல்லி, சேலம்.	[328, 654, 613, 679]
part-name: வீ.தியாகன், ஓட்டர் தெரு, தம்மம்பட்டி, கெங்கவல்லி, சேலம்.	[90, 654, 313, 679]
part-number: பாகம் – 244 :	[629, 217, 688, 228]
part-entry	[28, 1016, 313, 1044]
part-name: க.செரங்கநாதன், மாரியம்மன் கோயில் தெரு, வீரகனூர், தலைவாசல், சேலம்.	[991, 1316, 1214, 1341]
part-name: மு.வினோத், 55/48, பழைய குடியிருப்பு, செந்தாரப்பட்டி, கெங்கவல்லி, சேலம்.	[691, 451, 914, 476]
ward-heading: 8 – வது வார்டு	[435, 634, 506, 646]
part-number: பாகம் – 246 :	[629, 279, 688, 291]
part-number: பாகம் – 230 :	[28, 905, 87, 917]
part-entry	[929, 1409, 1214, 1436]
section-heading: பாக அமைப்பாளர்கள் :	[114, 634, 227, 646]
part-name: ரா.செல்வகுமார், குறும்பர் தெரு, தம்மம்பட்டி, சேலம்.	[90, 843, 313, 867]
ward-heading: 13—வது வார்டு	[433, 1319, 508, 1331]
part-number: பாகம் – 114 :	[929, 1252, 988, 1264]
masthead	[19, 17, 1524, 80]
part-name: ரா.பரதன், மாரியம்மன் கோயில் தெரு, அண்ணா நகர், வீரகனூர், சேலம்.	[991, 1284, 1214, 1309]
part-entry	[28, 905, 313, 932]
column-2	[321, 90, 622, 2344]
paragraph: அமைப்பாளர் : பெ.மோன்னரசன், 140, ஆதிதிராவிடர் தெரு, செந்தாரப்பட்டி, கெங்கவல்லி, சேலம்.	[328, 249, 613, 274]
paragraph: துணை அமைப்பாளர்கள் : (1) பொ.கண்ணதுரையி, ஆலமரத் தெரு, செக்கனூர், அச்சநாராம், வீரகனூர், தலைவாசல், சேலம். (2) அ.அபிஷேக், ஆலமரத் தெரு, வீரகனூர், தலைவாசல், சேலம். (3) ரா.தீனா, ஆலமரத் தெரு, செக்கனூர், அச்சநாராம், வீரகனூர், தலைவாசல், சேலம். (4) கா.ஆறுமுகம், ஆலமரத் தெரு, செக்கனூர், அச்சநாராம், வீரகனூர், தலைவாசல், சேலம். (5) லோ.பிரேம்தாஸ், காட்டுக்கொட்டாய் தெரு, செக்கனூர், அச்சநாராம், வீரகனூர், தலைவாசல், சேலம்.	[929, 657, 1214, 765]
